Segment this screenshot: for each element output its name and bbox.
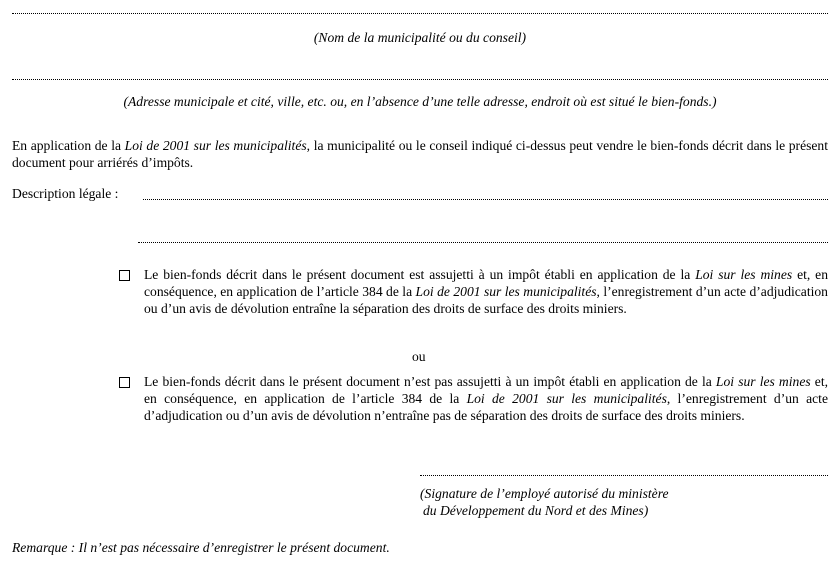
option1-text-part1: Le bien-fonds décrit dans le présent document est assujetti à un impôt établi en application de la <box>144 267 696 282</box>
option2-text-part3: , l’enregistrement d’un acte d’adjudication ou d’un avis de dévolution n’entraîne pas de séparation des droits de surface des droits miniers. <box>144 391 828 423</box>
municipality-field-line[interactable] <box>12 13 828 14</box>
or-separator: ou <box>412 349 426 364</box>
option1-law-municipalites: Loi de 2001 sur les municipalités <box>415 284 597 299</box>
option1-text-part3: , l’enregistrement d’un acte d’adjudication ou d’un avis de dévolution entraîne la séparation des droits de surface des droits miniers. <box>144 284 828 316</box>
signature-caption-line1: (Signature de l’employé autorisé du ministère <box>420 486 669 501</box>
signature-caption-line2: du Développement du Nord et des Mines) <box>423 503 649 518</box>
option1-text-part2: et, en conséquence, en application de l’article 384 de la <box>144 267 829 299</box>
intro-text-1: En application de la <box>12 138 125 153</box>
address-field-line[interactable] <box>12 79 828 80</box>
intro-law-name: Loi de 2001 sur les municipalités <box>124 138 307 153</box>
option2-checkbox[interactable] <box>119 377 130 388</box>
address-caption: (Adresse municipale et cité, ville, etc. ou, en l’absence d’une telle adresse, endroit où est situé le bien-fonds.) <box>123 94 717 109</box>
legal-description-label: Description légale : <box>12 186 119 201</box>
signature-line[interactable] <box>420 475 828 476</box>
legal-description-line-2[interactable] <box>138 242 828 243</box>
option1-checkbox[interactable] <box>119 270 130 281</box>
option2-law-municipalites: Loi de 2001 sur les municipalités <box>466 391 667 406</box>
intro-paragraph <box>12 137 828 171</box>
option2-text-part1: Le bien-fonds décrit dans le présent document n’est pas assujetti à un impôt établi en application de la <box>144 374 716 389</box>
option1-law-mines: Loi sur les mines <box>695 267 793 282</box>
municipality-caption: (Nom de la municipalité ou du conseil) <box>313 30 527 45</box>
option2-text-part2: et, en conséquence, en application de l’article 384 de la <box>144 374 828 406</box>
option2-text <box>144 373 828 424</box>
remark-note: Remarque : Il n’est pas nécessaire d’enregistrer le présent document. <box>12 540 390 555</box>
intro-text-2: , la municipalité ou le conseil indiqué ci-dessus peut vendre le bien-fonds décrit dans le présent document pour arriérés d’impôts. <box>12 138 829 170</box>
legal-description-line-1[interactable] <box>143 199 828 200</box>
option2-law-mines: Loi sur les mines <box>715 374 811 389</box>
option1-text <box>144 266 828 317</box>
